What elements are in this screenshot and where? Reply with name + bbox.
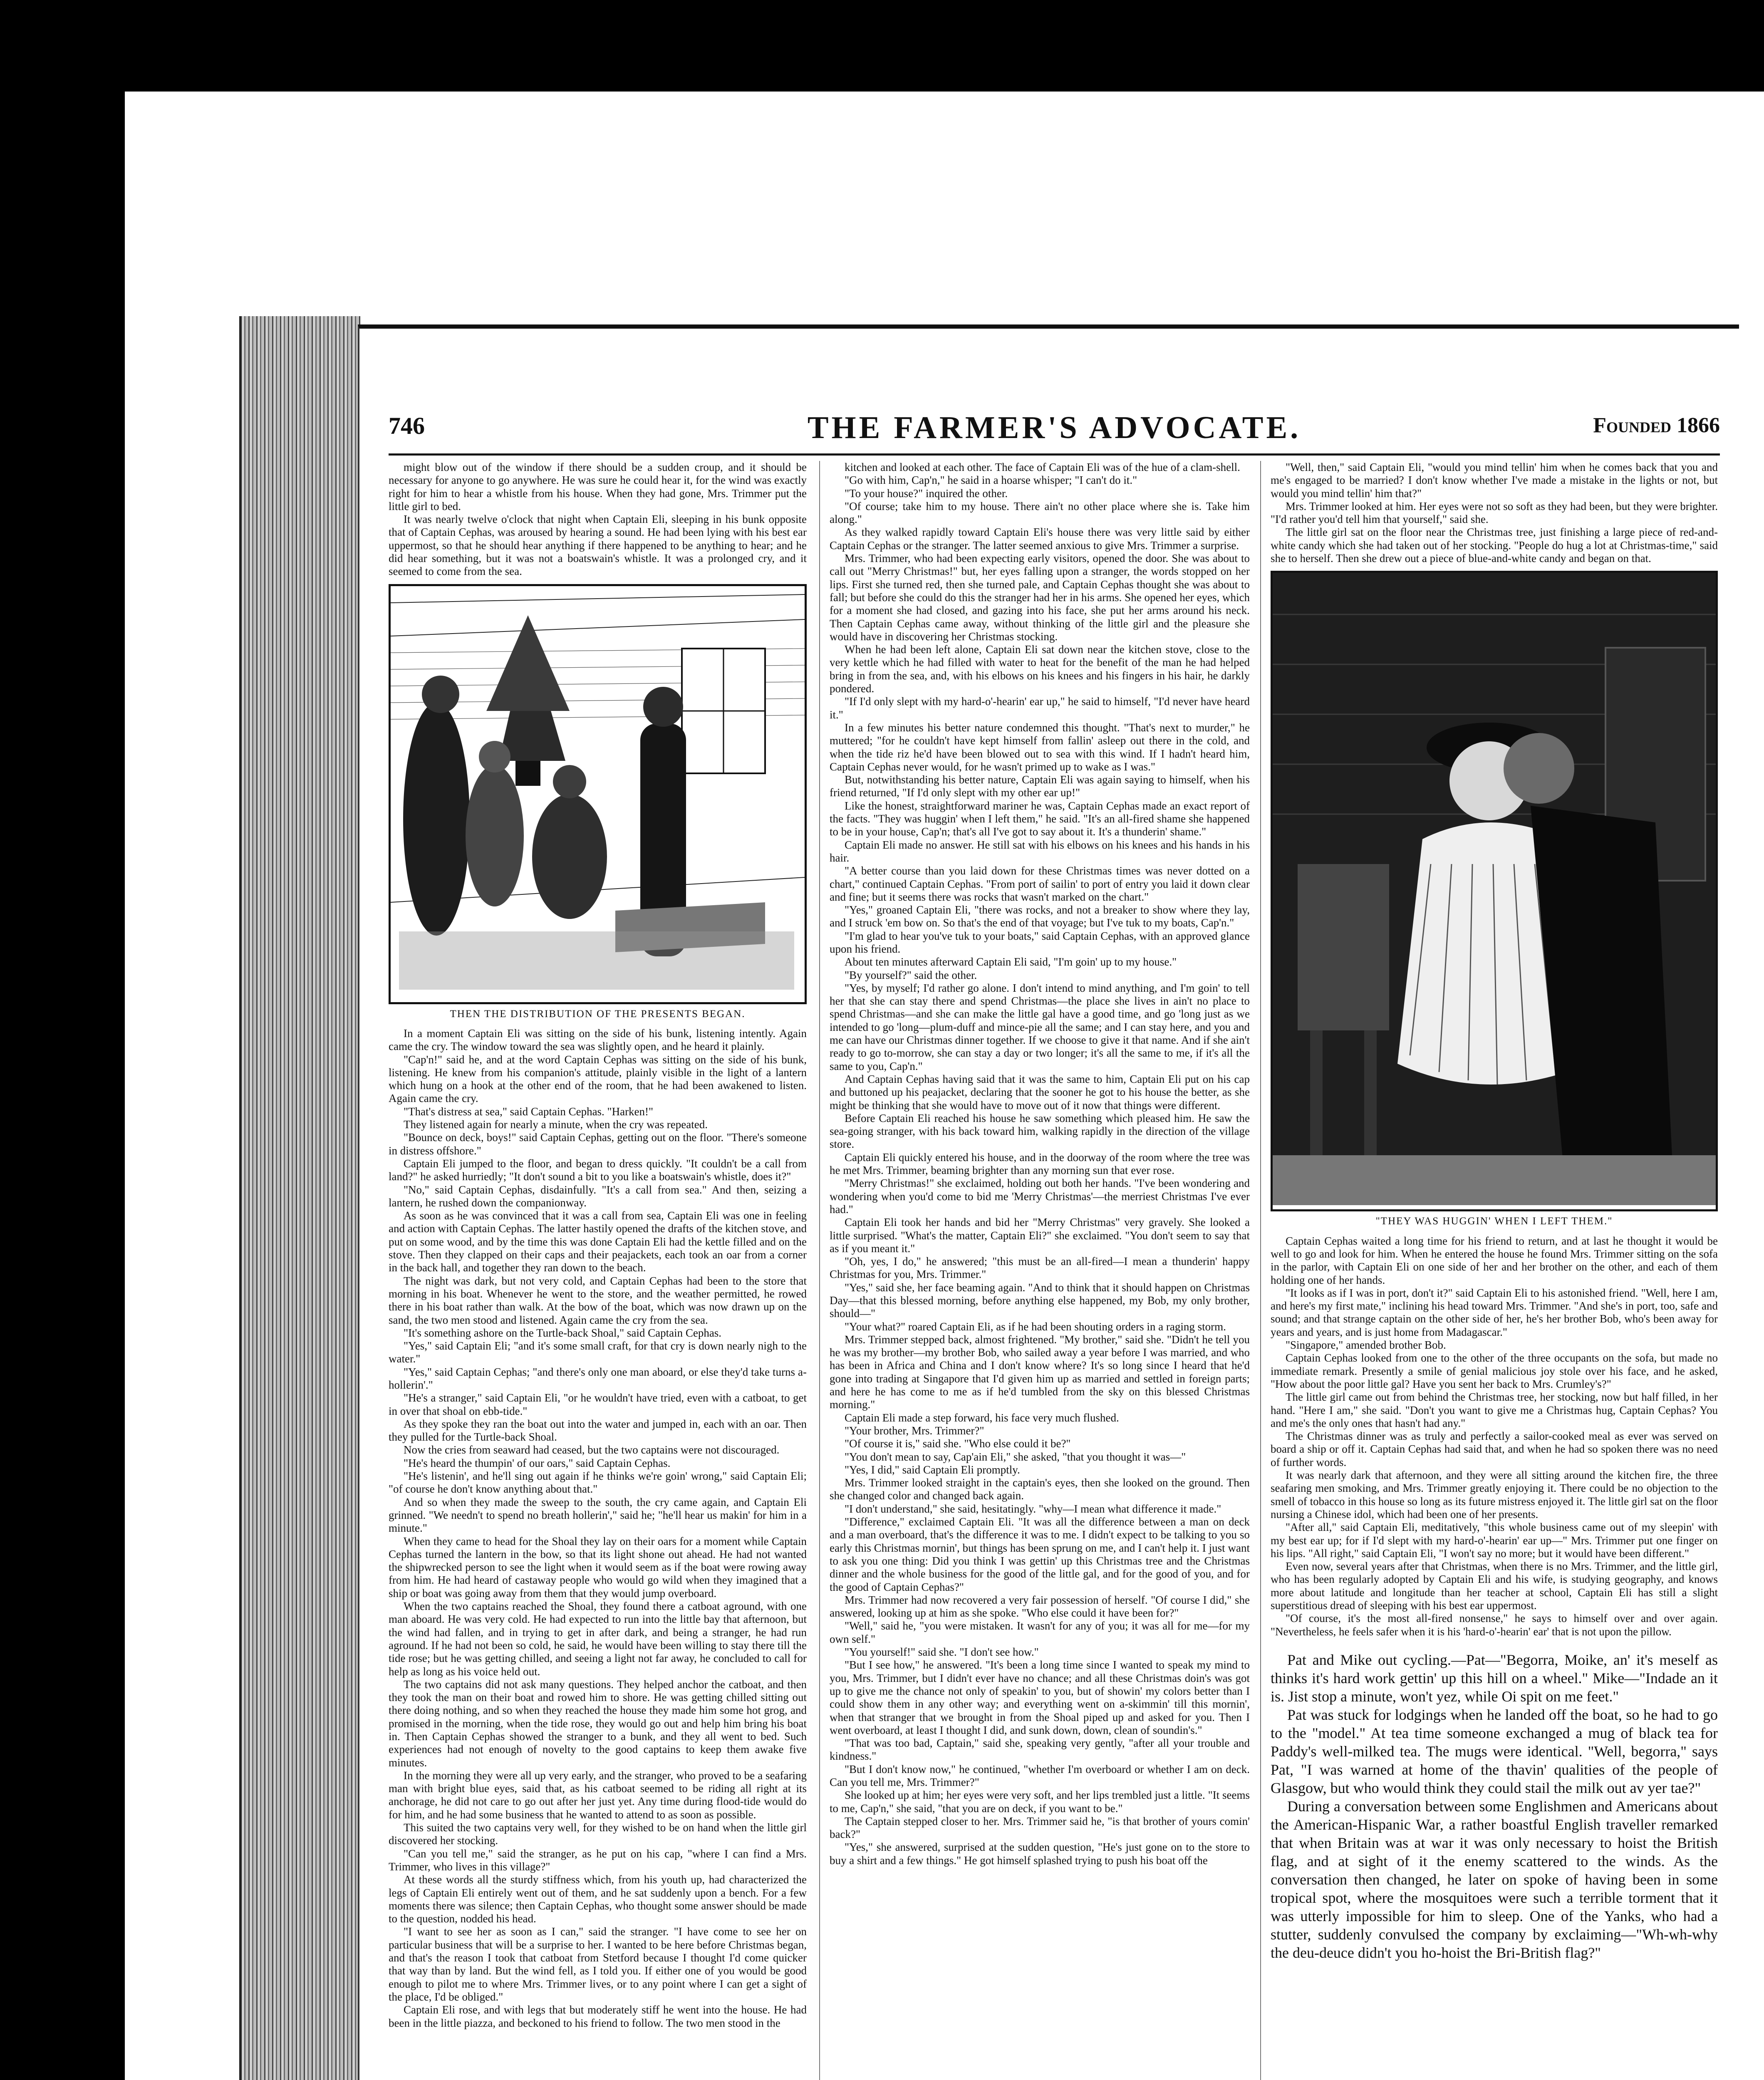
story-paragraph: "It's something ashore on the Turtle-back Shoal," said Captain Cephas.	[404, 1326, 722, 1339]
story-paragraph: The little girl sat on the floor near the Christmas tree, just finishing a large piece of red-and-white candy which she had taken out of her stocking. "People do hug a lot at Christmas-time," said she to herself. Then she drew out a piece of blue-and-white candy and began on that.	[1271, 526, 1718, 565]
column-divider	[1260, 461, 1261, 2080]
story-paragraph: "Your what?" roared Captain Eli, as if he had been shouting orders in a raging storm.	[845, 1320, 1226, 1333]
masthead-title: THE FARMER'S ADVOCATE.	[807, 410, 1301, 445]
story-paragraph: About ten minutes afterward Captain Eli said, "I'm goin' up to my house."	[845, 956, 1177, 968]
story-paragraph: "He's heard the thumpin' of our oars," said Captain Cephas.	[404, 1456, 671, 1469]
story-paragraph: "To your house?" inquired the other.	[845, 487, 1008, 500]
story-paragraph: Mrs. Trimmer, who had been expecting early visitors, opened the door. She was about to call out "Merry Christmas!" but, her eyes falling upon a stranger, the words stopped on her lips. First she turned red, then she turned pale, and Captain Cephas thought she was about to fall; but before she could do this the stranger had her in his arms. She opened her eyes, which for a moment she had closed, and gazing into his face, she put her arms around his neck. Then Captain Cephas came away, without thinking of the little girl and the pleasure she would have in discovering her Christmas stocking.	[830, 552, 1250, 643]
story-paragraph: "You don't mean to say, Cap'ain Eli," she asked, "that you thought it was—"	[845, 1450, 1186, 1463]
story-paragraph: Captain Cephas looked from one to the other of the three occupants on the sofa, but made no immediate remark. Presently a smile of genial malicious joy stole over his face, and he asked, "How about the poor little gal? Have you sent her back to Mrs. Crumley's?"	[1271, 1352, 1718, 1390]
founded-label: Founded 1866	[1593, 414, 1720, 437]
story-paragraph: "You yourself!" said she. "I don't see how."	[845, 1646, 1039, 1659]
story-paragraph: But, notwithstanding his better nature, Captain Eli was again saying to himself, when his friend returned, "If I'd only slept with my other ear up!"	[830, 773, 1250, 799]
story-paragraph: Before Captain Eli reached his house he saw something which pleased him. He saw the sea-going stranger, with his back toward him, walking rapidly in the direction of the village store.	[830, 1112, 1250, 1151]
story-paragraph: "After all," said Captain Eli, meditatively, "this whole business came out of my sleepin' with my best ear up; for if I'd slept with my hard-o'-hearin' ear up—" Mrs. Trimmer put one finger on his lips. "All right," said Captain Eli, "I won't say no more; but it would have been different."	[1271, 1521, 1718, 1560]
story-paragraph: When they came to head for the Shoal they lay on their oars for a moment while Captain Cephas turned the lantern in the bow, so that its light shone out ahead. He had not wanted the shipwrecked person to see the light when it would seem as if the boat were rowing away from him. He had heard of castaway people who would go wild when they imagined that a ship or boat was going away from them that they would jump overboard.	[389, 1535, 807, 1600]
story-paragraph: "Yes," said she, her face beaming again. "And to think that it should happen on Christmas Day—that this blessed morning, before anything else happened, my Bob, my only brother, should—"	[830, 1281, 1250, 1320]
story-paragraph: Mrs. Trimmer looked straight in the captain's eyes, then she looked on the ground. Then she changed color and changed back again.	[830, 1476, 1250, 1502]
story-text-col3-top	[1271, 461, 1718, 565]
story-paragraph: "He's a stranger," said Captain Eli, "or he wouldn't have tried, even with a catboat, to get in over that shoal on ebb-tide."	[389, 1392, 807, 1417]
story-paragraph: "Of course; take him to my house. There ain't no other place where she is. Take him along."	[830, 500, 1250, 526]
story-paragraph: At these words all the sturdy stiffness which, from his youth up, had characterized the legs of Captain Eli entirely went out of them, and he sat suddenly upon a bench. For a few moments there was silence; then Captain Cephas, who thought some answer should be made to the question, nodded his head.	[389, 1873, 807, 1925]
story-paragraph: Mrs. Trimmer had now recovered a very fair possession of herself. "Of course I did," she answered, looking up at him as she spoke. "Who else could it have been for?"	[830, 1593, 1250, 1619]
story-paragraph: "Well," said he, "you were mistaken. It wasn't for any of you; it was all for me—for my own self."	[830, 1619, 1250, 1645]
story-paragraph: When the two captains reached the Shoal, they found there a catboat aground, with one man aboard. He was very cold. He had expected to run into the little bay that afternoon, but the wind had fallen, and in trying to get in after dark, and being a stranger, he had run aground. If he had not been so cold, he said, he would have been willing to stay there till the tide rose; but he was getting chilled, and seeing a light not far away, he concluded to call for help as long as his voice held out.	[389, 1600, 807, 1678]
illustration-hugging	[1271, 571, 1718, 1211]
story-paragraph: "Bounce on deck, boys!" said Captain Cephas, getting out on the floor. "There's someone in distress offshore."	[389, 1131, 807, 1157]
story-paragraph: This suited the two captains very well, for they wished to be on hand when the little girl discovered her stocking.	[389, 1821, 807, 1847]
page-header	[389, 410, 1720, 451]
story-paragraph: "A better course than you laid down for these Christmas times was never dotted on a chart," continued Captain Cephas. "From port of sailin' to port of entry you laid it down clear and fine; but it seems there was rocks that wasn't marked on the chart."	[830, 864, 1250, 903]
story-paragraph: The two captains did not ask many questions. They helped anchor the catboat, and then they took the man on their boat and rowed him to shore. He was getting chilled sitting out there doing nothing, and so when they reached the house they made him some hot grog, and promised in the morning, when the tide rose, they would go out and help him bring his boat in. Then Captain Cephas showed the stranger to a bunk, and they all went to bed. Such experiences had not enough of novelty to the good captains to keep them awake five minutes.	[389, 1678, 807, 1769]
story-paragraph: Even now, several years after that Christmas, when there is no Mrs. Trimmer, and the little girl, who has been regularly adopted by Captain Eli and his wife, is studying geography, and knows more about latitude and longitude than her teacher at school, Captain Eli has still a slight superstitious dread of sleeping with his best ear uppermost.	[1271, 1560, 1718, 1612]
story-paragraph: Mrs. Trimmer looked at him. Her eyes were not so soft as they had been, but they were brighter. "I'd rather you'd tell him that yourself," said she.	[1271, 500, 1718, 526]
story-paragraph: "Merry Christmas!" she exclaimed, holding out both her hands. "I've been wondering and wondering when you'd come to bid me 'Merry Christmas'—the merriest Christmas I've ever had."	[830, 1177, 1250, 1216]
story-paragraph: As they spoke they ran the boat out into the water and jumped in, each with an oar. Then they pulled for the Turtle-back Shoal.	[389, 1417, 807, 1444]
header-rule	[389, 453, 1720, 456]
story-paragraph: And Captain Cephas having said that it was the same to him, Captain Eli put on his cap and buttoned up his peajacket, declaring that the sooner he got to his house the better, as she might be thinking that she would have to move out of it now that things were different.	[830, 1072, 1250, 1112]
story-paragraph: "Difference," exclaimed Captain Eli. "It was all the difference between a man on deck and a man overboard, that's the difference it was to me. I didn't expect to be talking to you so early this Christmas mornin', but things has been sprung on me, and I can't help it. I just want to ask you one thing: Did you think I was gettin' up this Christmas tree and the Christmas dinner and the whole business for the good of the little gal, and for the good of you, and for the good of Captain Cephas?"	[830, 1515, 1250, 1593]
story-text-col1-bottom	[389, 1027, 807, 2030]
story-paragraph: The night was dark, but not very cold, and Captain Cephas had been to the store that morning in his boat. Whenever he went to the store, and the weather permitted, he rowed there in his boat rather than walk. At the bow of the boat, which was now drawn up on the sand, the two men stood and listened. Again came the cry from the sea.	[389, 1274, 807, 1326]
story-paragraph: "Oh, yes, I do," he answered; "this must be an all-fired—I mean a thunderin' happy Christmas for you, Mrs. Trimmer."	[830, 1255, 1250, 1281]
story-paragraph: "I don't understand," she said, hesitatingly. "why—I mean what difference it made."	[845, 1502, 1221, 1515]
story-paragraph: "He's listenin', and he'll sing out again if he thinks we're goin' wrong," said Captain Eli; "of course he don't know anything about that."	[389, 1470, 807, 1496]
column-divider	[819, 461, 820, 2080]
story-paragraph: Captain Eli made a step forward, his face very much flushed.	[845, 1411, 1119, 1424]
column-3	[1271, 461, 1718, 2080]
story-text-col2	[830, 461, 1250, 1867]
story-paragraph: "Yes," said Captain Eli; "and it's some small craft, for that cry is down nearly nigh to the water."	[389, 1340, 807, 1365]
story-paragraph: "It looks as if I was in port, don't it?" said Captain Eli to his astonished friend. "Well, here I am, and here's my first mate," inclining his head toward Mrs. Trimmer. "And she's in port, too, safe and sound; and that strange captain on the other side of her, he's her brother Bob, who's been away for years and years, and is just home from Madagascar."	[1271, 1286, 1718, 1338]
story-paragraph: "Cap'n!" said he, and at the word Captain Cephas was sitting on the side of his bunk, listening. He knew from his companion's attitude, plainly visible in the light of a lantern which hung on a hook at the other end of the room, that he had been awakened to listen. Again came the cry.	[389, 1053, 807, 1105]
story-paragraph: "Well, then," said Captain Eli, "would you mind tellin' him when he comes back that you and me's engaged to be married? I don't know whether I've made a mistake in the lights or not, but would you mind tellin' him that?"	[1271, 461, 1718, 500]
anecdote-paragraph: Pat was stuck for lodgings when he landed off the boat, so he had to go to the "model." At tea time someone exchanged a mug of black tea for Paddy's well-milked tea. The mugs were identical. "Well, begorra," says Pat, "I was warned at home of the thavin' qualities of the people of Glasgow, but who would think they could stail the milk out av yer tae?"	[1271, 1706, 1718, 1796]
engraving-presents-scene	[391, 586, 805, 998]
story-paragraph: The Captain stepped closer to her. Mrs. Trimmer said he, "is that brother of yours comin' back?"	[830, 1815, 1250, 1841]
story-paragraph: "Your brother, Mrs. Trimmer?"	[845, 1424, 984, 1437]
story-text-col1-top	[389, 461, 807, 578]
story-paragraph: "If I'd only slept with my hard-o'-hearin' ear up," he said to himself, "I'd never have heard it."	[830, 695, 1250, 721]
story-paragraph: "Yes, by myself; I'd rather go alone. I don't intend to mind anything, and I'm goin' to tell her that she can stay there and spend Christmas—the place she lives in ain't no place to spend Christmas—and she can make the little gal have a good time, and go 'long just as we intended to go 'long—plum-duff and mince-pie all the same; and I can stay here, and you and me can have our Christmas dinner together. If we choose to give it that name. And if she ain't ready to go to-morrow, she can stay a day or two longer; it's all the same to me, if it's all the same to you, Cap'n."	[830, 981, 1250, 1072]
story-paragraph: Like the honest, straightforward mariner he was, Captain Cephas made an exact report of the facts. "They was huggin' when I left them," he said. "It's an all-fired shame she happened to be in your house, Cap'n; that's all I've got to say about it. It's a thunderin' shame."	[830, 799, 1250, 838]
column-2	[830, 461, 1250, 2080]
story-paragraph: "By yourself?" said the other.	[845, 968, 977, 981]
story-paragraph: In a moment Captain Eli was sitting on the side of his bunk, listening intently. Again came the cry. The window toward the sea was slightly open, and he heard it plainly.	[389, 1027, 807, 1053]
story-paragraph: "That was too bad, Captain," said she, speaking very gently, "after all your trouble and kindness."	[830, 1737, 1250, 1763]
story-paragraph: And so when they made the sweep to the south, the cry came again, and Captain Eli grinned. "We needn't to spend no breath hollerin'," said he; "he'll hear us makin' for him in a minute."	[389, 1496, 807, 1535]
story-paragraph: Captain Cephas waited a long time for his friend to return, and at last he thought it would be well to go and look for him. When he entered the house he found Mrs. Trimmer sitting on the sofa in the parlor, with Captain Eli on one side of her and her brother on the other, and each of them holding one of her hands.	[1271, 1234, 1718, 1286]
story-paragraph: Captain Eli jumped to the floor, and began to dress quickly. "It couldn't be a call from land?" he asked hurriedly; "It don't sound a bit to you like a boatswain's whistle, does it?"	[389, 1157, 807, 1183]
story-paragraph: Captain Eli made no answer. He still sat with his elbows on his knees and his hands in his hair.	[830, 838, 1250, 864]
story-paragraph: As soon as he was convinced that it was a call from sea, Captain Eli was one in feeling and action with Captain Cephas. The latter hastily opened the drafts of the kitchen stove, and put on some wood, and by the time this was done Captain Eli had the kettle filled and on the stove. Then they clapped on their caps and their peajackets, each took an oar from a corner in the back hall, and together they ran down to the beach.	[389, 1209, 807, 1274]
story-paragraph: Now the cries from seaward had ceased, but the two captains were not discouraged.	[404, 1444, 780, 1456]
page-number: 746	[389, 412, 425, 439]
story-paragraph: "Go with him, Cap'n," he said in a hoarse whisper; "I can't do it."	[845, 474, 1137, 487]
story-paragraph: "Yes, I did," said Captain Eli promptly.	[845, 1463, 1020, 1476]
story-paragraph: "Can you tell me," said the stranger, as he put on his cap, "where I can find a Mrs. Trimmer, who lives in this village?"	[389, 1847, 807, 1873]
story-paragraph: "I'm glad to hear you've tuk to your boats," said Captain Cephas, with an approved glance upon his friend.	[830, 929, 1250, 955]
story-paragraph: "Singapore," amended brother Bob.	[1286, 1339, 1446, 1352]
story-paragraph: Captain Eli quickly entered his house, and in the doorway of the room where the tree was he met Mrs. Trimmer, beaming brighter than any morning sun that ever rose.	[830, 1151, 1250, 1177]
anecdotes-section	[1271, 1651, 1718, 1962]
figure-caption-2: "THEY WAS HUGGIN' WHEN I LEFT THEM."	[1375, 1216, 1613, 1227]
story-paragraph: When he had been left alone, Captain Eli sat down near the kitchen stove, close to the very kettle which he had filled with water to heat for the benefit of the man he had helped bring in from the sea, and, with his elbows on his knees and his fingers in his hair, he darkly pondered.	[830, 643, 1250, 695]
story-paragraph: It was nearly dark that afternoon, and they were all sitting around the kitchen fire, the three seafaring men smoking, and Mrs. Trimmer greatly enjoying it. There could be no objection to the smell of tobacco in this house so long as its future mistress enjoyed it. The little girl sat on the floor nursing a Chinese idol, which had been one of her presents.	[1271, 1469, 1718, 1520]
story-paragraph: "Yes," she answered, surprised at the sudden question, "He's just gone on to the store to buy a shirt and a few things." He got himself splashed trying to push his boat off the	[830, 1841, 1250, 1867]
story-paragraph: Mrs. Trimmer stepped back, almost frightened. "My brother," said she. "Didn't he tell you he was my brother—my brother Bob, who sailed away a year before I was married, and who has been in Africa and China and I don't know where? It's so long since I heard that he'd gone into trading at Singapore that I'd given him up as married and settled in foreign parts; and here he has come to me as if he'd tumbled from the sky on this blessed Christmas morning."	[830, 1333, 1250, 1411]
story-paragraph: The little girl came out from behind the Christmas tree, her stocking, now but half filled, in her hand. "Here I am," she said. "Don't you want to give me a Christmas hug, Captain Cephas? You and me's the only ones that hasn't had any."	[1271, 1391, 1718, 1429]
story-paragraph: In the morning they were all up very early, and the stranger, who proved to be a seafaring man with bright blue eyes, said that, as his catboat seemed to be riding all right at its anchorage, he did not care to go out after her just yet. Any time during flood-tide would do for him, and he had some business that he wanted to attend to as soon as possible.	[389, 1769, 807, 1821]
anecdote-paragraph: During a conversation between some Englishmen and Americans about the American-Hispanic War, a rather boastful English traveller remarked that when Britain was at war it was only necessary to hoist the British flag, and at sight of it the enemy scattered to the winds. As the conversation then changed, he later on spoke of having been in some tropical spot, where the mosquitoes were such a terrible torment that it was utterly impossible for him to sleep. One of the Yanks, who had a stutter, suddenly convulsed the company by exclaiming—"Wh-wh-why the deu-deuce didn't you ho-hoist the Bri-British flag?"	[1271, 1798, 1718, 1961]
story-paragraph: "Of course it is," said she. "Who else could it be?"	[845, 1437, 1071, 1450]
story-paragraph: "That's distress at sea," said Captain Cephas. "Harken!"	[404, 1105, 654, 1118]
story-paragraph: They listened again for nearly a minute, when the cry was repeated.	[404, 1118, 708, 1131]
anecdote-paragraph: Pat and Mike out cycling.—Pat—"Begorra, Moike, an' it's meself as thinks it's hard work gettin' up this hill on a wheel." Mike—"Indade an it is. Jist stop a minute, won't yez, while Oi spit on me feet."	[1271, 1651, 1718, 1705]
story-text-col3-ending	[1271, 1235, 1718, 1638]
figure-caption-1: THEN THE DISTRIBUTION OF THE PRESENTS BEGAN.	[450, 1008, 746, 1020]
story-paragraph: "Yes," said Captain Cephas; "and there's only one man aboard, or else they'd take turns a-hollerin'."	[389, 1365, 807, 1391]
story-paragraph: It was nearly twelve o'clock that night when Captain Eli, sleeping in his bunk opposite that of Captain Cephas, was aroused by hearing a sound. He had been lying with his best ear uppermost, so that he should hear anything if there happened to be anything to hear; and he did hear something, but it was not a boatswain's whistle. It was a prolonged cry, and it seemed to come from the sea.	[389, 513, 807, 578]
story-paragraph: The Christmas dinner was as truly and perfectly a sailor-cooked meal as ever was served on board a ship or off it. Captain Cephas had said that, and when he had so spoken there was no need of further words.	[1271, 1430, 1718, 1468]
story-paragraph: might blow out of the window if there should be a sudden croup, and it should be necessary for anyone to go anywhere. He was sure he could hear it, for the wind was exactly right for him to hear a whistle from his house. When they had gone, Mrs. Trimmer put the little girl to bed.	[389, 461, 807, 513]
story-paragraph: "Yes," groaned Captain Eli, "there was rocks, and not a breaker to show where they lay, and I struck 'em bow on. So that's the end of that voyage; but I've tuk to my boats, Cap'n."	[830, 904, 1250, 929]
newspaper-page	[358, 324, 1739, 2080]
story-paragraph: In a few minutes his better nature condemned this thought. "That's next to murder," he muttered; "for he couldn't have kept himself from fallin' asleep out there in the cold, and when the tide riz he'd have been blowed out to sea with this wind. If I hadn't heard him, Captain Cephas never would, for he wasn't primed up to wake as I was."	[830, 721, 1250, 773]
story-paragraph: She looked up at him; her eyes were very soft, and her lips trembled just a little. "It seems to me, Cap'n," she said, "that you are on deck, if you want to be."	[830, 1789, 1250, 1815]
story-paragraph: As they walked rapidly toward Captain Eli's house there was very little said by either Captain Cephas or the stranger. The latter seemed anxious to give Mrs. Trimmer a surprise.	[830, 526, 1250, 552]
illustration-presents	[389, 584, 807, 1004]
engraving-hugging-scene	[1273, 573, 1716, 1205]
story-paragraph: Captain Eli took her hands and bid her "Merry Christmas" very gravely. She looked a little surprised. "What's the matter, Captain Eli?" she exclaimed. "You don't seem to say that as if you meant it."	[830, 1216, 1250, 1255]
story-paragraph: "But I see how," he answered. "It's been a long time since I wanted to speak my mind to you, Mrs. Trimmer, but I didn't ever have no chance; and all these Christmas doin's was got up to give me the chance not only of speakin' to you, but of showin' my colors better than I could show them in any other way; and everything went on a-skimmin' till this mornin', when that stranger that we brought in from the Shoal piped up and asked for you. Then I went overboard, at least I thought I did, and sunk down, down, clean of soundin's."	[830, 1659, 1250, 1736]
story-paragraph: "But I don't know now," he continued, "whether I'm overboard or whether I am on deck. Can you tell me, Mrs. Trimmer?"	[830, 1763, 1250, 1788]
book-binding-edge	[239, 316, 360, 2080]
story-paragraph: "No," said Captain Cephas, disdainfully. "It's a call from sea." And then, seizing a lantern, he rushed down the companionway.	[389, 1183, 807, 1209]
story-paragraph: kitchen and looked at each other. The face of Captain Eli was of the hue of a clam-shell.	[845, 461, 1240, 473]
story-paragraph: Captain Eli rose, and with legs that but moderately stiff he went into the house. He had been in the little piazza, and beckoned to his friend to follow. The two men stood in the	[389, 2003, 807, 2029]
column-1	[389, 461, 807, 2080]
story-paragraph: "I want to see her as soon as I can," said the stranger. "I have come to see her on particular business that will be a surprise to her. I wanted to be here before Christmas began, and that's the reason I took that catboat from Stetford because I thought I'd come quicker that way than by land. But the wind fell, as I told you. If either one of you would be good enough to pilot me to where Mrs. Trimmer lives, or to any point where I can get a sight of the place, I'd be obliged."	[389, 1925, 807, 2003]
story-paragraph: "Of course, it's the most all-fired nonsense," he says to himself over and over again. "Nevertheless, he feels safer when it is his 'hard-o'-hearin' ear' that is not upon the pillow.	[1271, 1612, 1718, 1638]
